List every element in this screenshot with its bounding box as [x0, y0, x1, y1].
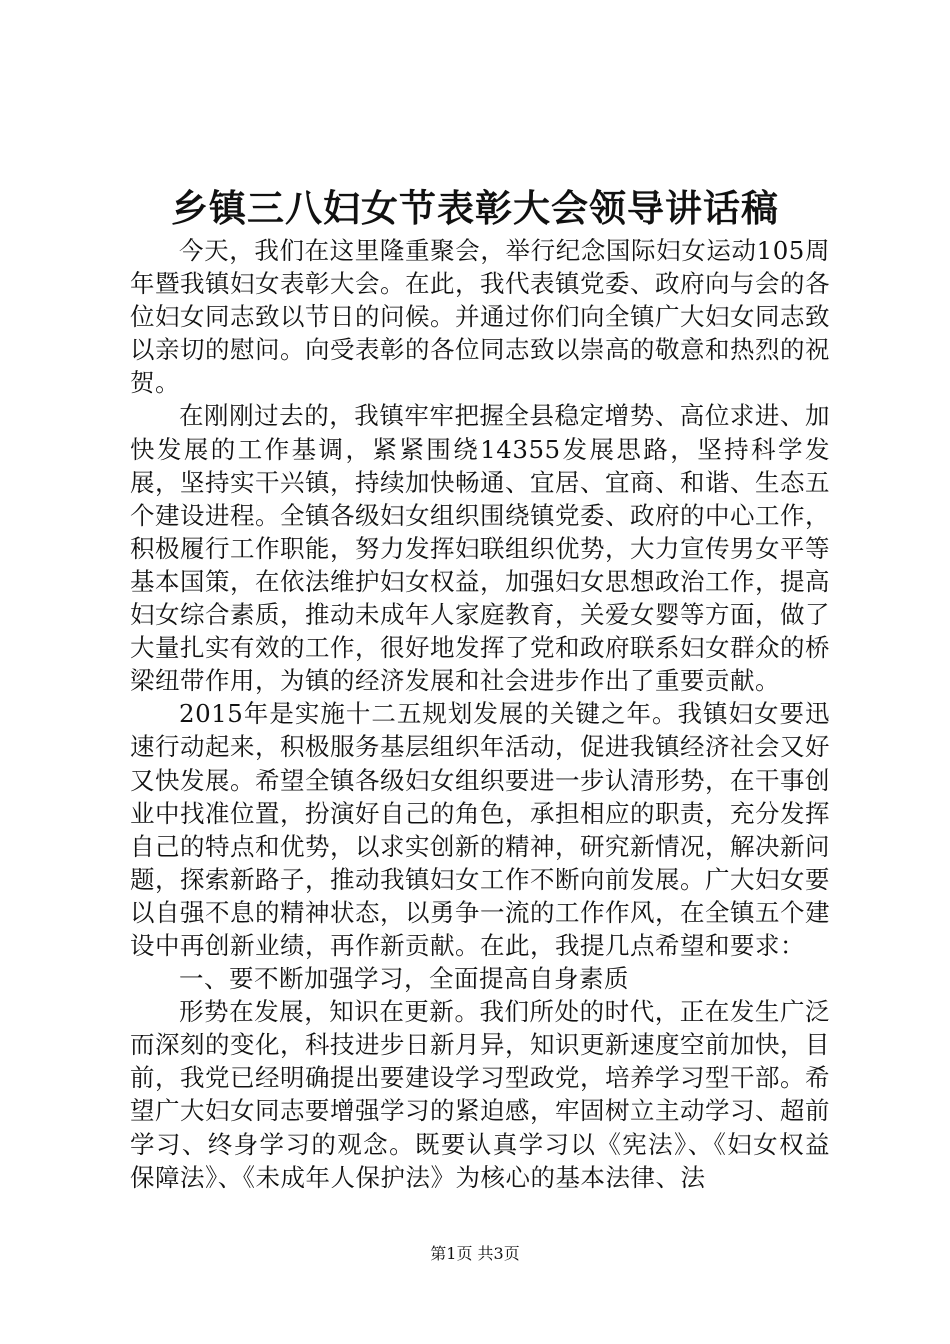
- section-heading-1: 一、要不断加强学习，全面提高自身素质: [179, 964, 629, 994]
- paragraph-achievements: 在刚刚过去的，我镇牢牢把握全县稳定增势、高位求进、加快发展的工作基调，紧紧围绕14355发展思路，坚持科学发展，坚持实干兴镇，持续加快畅通、宜居、宜商、和谐、生态五个建设进程。全镇各级妇女组织围绕镇党委、政府的中心工作，积极履行工作职能，努力发挥妇联组织优势，大力宣传男女平等基本国策，在依法维护妇女权益，加强妇女思想政治工作，提高妇女综合素质，推动未成年人家庭教育，关爱女婴等方面，做了大量扎实有效的工作，很好地发挥了党和政府联系妇女群众的桥梁纽带作用，为镇的经济发展和社会进步作出了重要贡献。: [130, 401, 830, 696]
- paragraph-opening: 今天，我们在这里隆重聚会，举行纪念国际妇女运动105周年暨我镇妇女表彰大会。在此，我代表镇党委、政府向与会的各位妇女同志致以节日的问候。并通过你们向全镇广大妇女同志致以亲切的慰问。向受表彰的各位同志致以崇高的敬意和热烈的祝贺。: [130, 236, 830, 398]
- document-body: [130, 234, 830, 1194]
- paragraph-learning: 形势在发展，知识在更新。我们所处的时代，正在发生广泛而深刻的变化，科技进步日新月异，知识更新速度空前加快，目前，我党已经明确提出要建设学习型政党，培养学习型干部。希望广大妇女同志要增强学习的紧迫感，牢固树立主动学习、超前学习、终身学习的观念。既要认真学习以《宪法》、《妇女权益保障法》、《未成年人保护法》为核心的基本法律、法: [130, 997, 830, 1192]
- document-title: 乡镇三八妇女节表彰大会领导讲话稿: [171, 186, 779, 230]
- page-footer: 第1页 共3页: [430, 1244, 520, 1263]
- paragraph-2015-goals: 2015年是实施十二五规划发展的关键之年。我镇妇女要迅速行动起来，积极服务基层组织年活动，促进我镇经济社会又好又快发展。希望全镇各级妇女组织要进一步认清形势，在干事创业中找准位置，扮演好自己的角色，承担相应的职责，充分发挥自己的特点和优势，以求实创新的精神，研究新情况，解决新问题，探索新路子，推动我镇妇女工作不断向前发展。广大妇女要以自强不息的精神状态，以勇争一流的工作作风，在全镇五个建设中再创新业绩，再作新贡献。在此，我提几点希望和要求：: [130, 699, 830, 960]
